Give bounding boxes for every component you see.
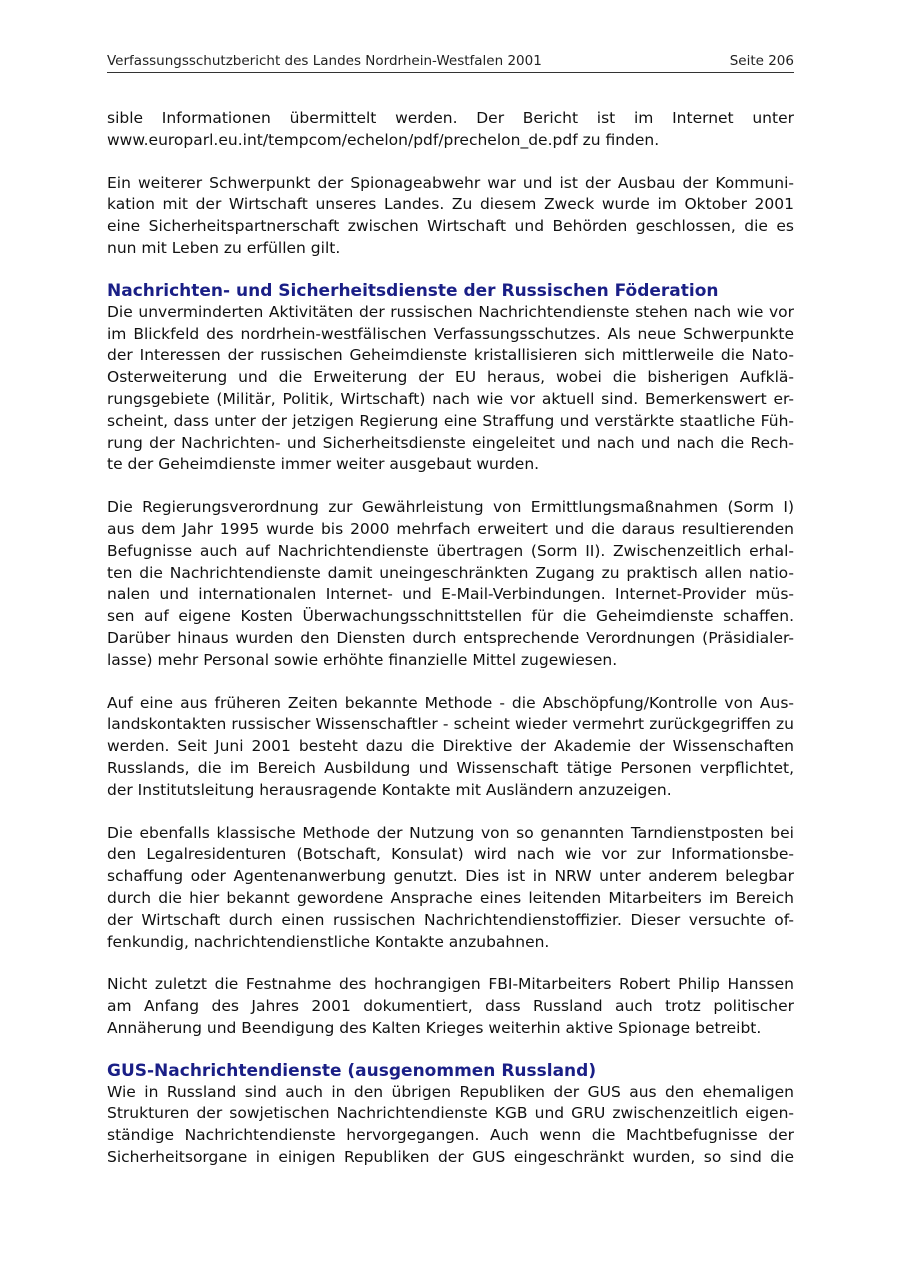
paragraph-5 [107, 693, 794, 802]
text-line: Nicht zuletzt die Festnahme des hochrangigen FBI-Mitarbeiters Robert Philip Hanssen [107, 975, 794, 994]
paragraph-1 [107, 108, 794, 152]
text-line: der Interessen der russischen Geheimdienste kristallisieren sich mittlerweile die Nato- [107, 346, 794, 365]
text-line: werden. Seit Juni 2001 besteht dazu die Direktive der Akademie der Wissenschaften [107, 737, 794, 756]
paragraph-6 [107, 823, 794, 954]
section-heading-gus: GUS-Nachrichtendienste (ausgenommen Russland) [107, 1060, 597, 1081]
header-title: Verfassungsschutzbericht des Landes Nordrhein-Westfalen 2001 [107, 53, 542, 69]
text-line: Annäherung und Beendigung des Kalten Krieges weiterhin aktive Spionage betreibt. [107, 1018, 762, 1037]
text-line: te der Geheimdienste immer weiter ausgebaut wurden. [107, 455, 540, 474]
text-line: schaffung oder Agentenanwerbung genutzt. Dies ist in NRW unter anderem belegbar [107, 867, 794, 886]
paragraph-7 [107, 974, 794, 1039]
text-line: scheint, dass unter der jetzigen Regierung eine Straffung und verstärkte staatliche Füh- [107, 411, 794, 430]
text-line: lasse) mehr Personal sowie erhöhte finanzielle Mittel zugewiesen. [107, 650, 618, 669]
text-line: rungsgebiete (Militär, Politik, Wirtschaft) nach wie vor aktuell sind. Bemerkenswert er- [107, 389, 794, 408]
paragraph-4 [107, 497, 794, 671]
page-number: Seite 206 [729, 53, 794, 69]
text-line: am Anfang des Jahres 2001 dokumentiert, dass Russland auch trotz politischer [107, 997, 794, 1016]
text-line: Sicherheitsorgane in einigen Republiken der GUS eingeschränkt wurden, so sind die [107, 1148, 794, 1167]
document-body [107, 108, 794, 1169]
text-line: ten die Nachrichtendienste damit uneingeschränkten Zugang zu praktisch allen natio- [107, 563, 794, 582]
text-line: sen auf eigene Kosten Überwachungsschnittstellen für die Geheimdienste schaffen. [107, 607, 794, 626]
text-line: kation mit der Wirtschaft unseres Landes. Zu diesem Zweck wurde im Oktober 2001 [107, 195, 794, 214]
page-header [107, 53, 794, 73]
text-line: nun mit Leben zu erfüllen gilt. [107, 238, 341, 257]
text-line: Befugnisse auch auf Nachrichtendienste übertragen (Sorm II). Zwischenzeitlich erhal- [107, 541, 794, 560]
paragraph-8 [107, 1082, 794, 1169]
text-line: Wie in Russland sind auch in den übrigen Republiken der GUS aus den ehemaligen [107, 1082, 794, 1101]
text-line: sible Informationen übermittelt werden. Der Bericht ist im Internet unter [107, 109, 794, 127]
text-line: landskontakten russischer Wissenschaftler - scheint wieder vermehrt zurückgegriffen zu [107, 715, 794, 734]
text-line: fenkundig, nachrichtendienstliche Kontakte anzubahnen. [107, 932, 550, 951]
paragraph-3 [107, 302, 794, 476]
text-line: den Legalresidenturen (Botschaft, Konsulat) wird nach wie vor zur Informationsbe- [107, 845, 794, 864]
text-line: durch die hier bekannt gewordene Ansprache eines leitenden Mitarbeiters im Bereich [107, 888, 794, 907]
text-line: der Institutsleitung herausragende Kontakte mit Ausländern anzuzeigen. [107, 780, 672, 799]
text-line: im Blickfeld des nordrhein-westfälischen Verfassungsschutzes. Als neue Schwerpunkte [107, 324, 794, 343]
text-line: der Wirtschaft durch einen russischen Nachrichtendienstoffizier. Dieser versuchte of- [107, 910, 794, 929]
text-line: Darüber hinaus wurden den Diensten durch entsprechende Verordnungen (Präsidialer- [107, 628, 794, 647]
text-line: eine Sicherheitspartnerschaft zwischen Wirtschaft und Behörden geschlossen, die es [107, 217, 794, 236]
paragraph-2 [107, 173, 794, 260]
text-line: Russlands, die im Bereich Ausbildung und Wissenschaft tätige Personen verpflichtet, [107, 758, 794, 777]
text-line: ständige Nachrichtendienste hervorgegangen. Auch wenn die Machtbefugnisse der [107, 1126, 794, 1145]
text-line: Die Regierungsverordnung zur Gewährleistung von Ermittlungsmaßnahmen (Sorm I) [107, 498, 794, 517]
text-line: Die unverminderten Aktivitäten der russischen Nachrichtendienste stehen nach wie vor [107, 302, 794, 321]
text-line: Osterweiterung und die Erweiterung der EU heraus, wobei die bisherigen Aufklä- [107, 368, 794, 387]
text-line: Ein weiterer Schwerpunkt der Spionageabwehr war und ist der Ausbau der Kommuni- [107, 173, 794, 192]
text-line: Die ebenfalls klassische Methode der Nutzung von so genannten Tarndienstposten bei [107, 823, 794, 842]
section-heading-russia: Nachrichten- und Sicherheitsdienste der Russischen Föderation [107, 280, 719, 301]
text-line: rung der Nachrichten- und Sicherheitsdienste eingeleitet und nach und nach die Rech- [107, 433, 794, 452]
text-line: nalen und internationalen Internet- und E-Mail-Verbindungen. Internet-Provider müs- [107, 585, 794, 604]
text-line: aus dem Jahr 1995 wurde bis 2000 mehrfach erweitert und die daraus resultierenden [107, 519, 794, 538]
text-line: Strukturen der sowjetischen Nachrichtendienste KGB und GRU zwischenzeitlich eigen- [107, 1104, 794, 1123]
text-line: www.europarl.eu.int/tempcom/echelon/pdf/prechelon_de.pdf zu finden. [107, 130, 660, 149]
text-line: Auf eine aus früheren Zeiten bekannte Methode - die Abschöpfung/Kontrolle von Aus- [107, 693, 794, 712]
